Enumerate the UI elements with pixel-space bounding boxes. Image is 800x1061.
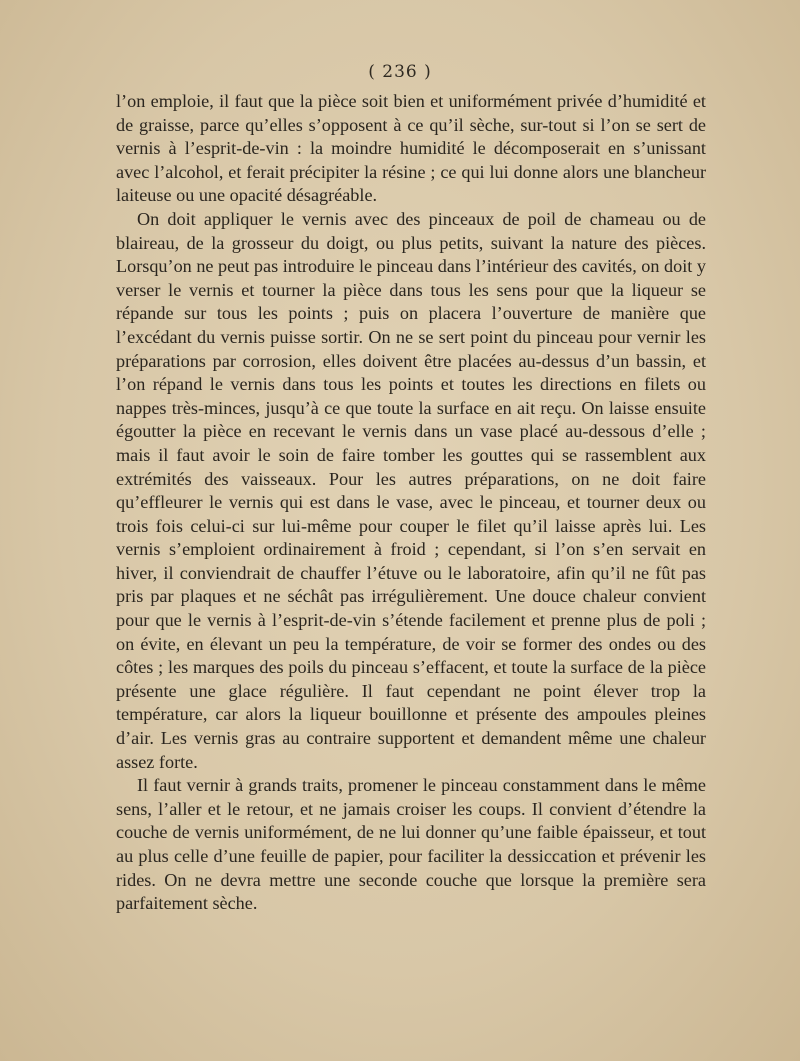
paragraph-continuation: l’on emploie, il faut que la pièce soit bien et uniformément privée d’humidité et de graisse, parce qu’elles s’opposent à ce qu’il sèche, sur-tout si l’on se sert de vernis à l’esprit-de-vin : la moindre humidité le décomposerait en s’unissant avec l’alcohol, et ferait précipiter la résine ; ce qui lui donne alors une blancheur laiteuse ou une opacité désagréable. bbox=[116, 91, 706, 206]
paragraph-brush-technique: Il faut vernir à grands traits, promener le pinceau constamment dans le même sens, l’aller et le retour, et ne jamais croiser les coups. Il convient d’étendre la couche de vernis uniformément, de ne lui donner qu’une faible épaisseur, et tout au plus celle d’une feuille de papier, pour faciliter la dessiccation et prévenir les rides. On ne devra mettre une seconde couche que lorsque la première sera parfaitement sèche. bbox=[116, 775, 706, 914]
paragraph-varnish-application: On doit appliquer le vernis avec des pinceaux de poil de chameau ou de blaireau, de la grosseur du doigt, ou plus petits, suivant la nature des pièces. Lorsqu’on ne peut pas introduire le pinceau dans l’intérieur des cavités, on doit y verser le vernis et tourner la pièce dans tous les sens pour que la liqueur se répande sur tous les points ; puis on placera l’ouverture de manière que l’excédant du vernis puisse sortir. On ne se sert point du pinceau pour vernir les préparations par corrosion, elles doivent être placées au-dessus d’un bassin, et l’on répand le vernis dans tous les points et toutes les directions en filets ou nappes très-minces, jusqu’à ce que toute la surface en ait reçu. On laisse ensuite égoutter la pièce en recevant le vernis dans un vase placé au-dessous d’elle ; mais il faut avoir le soin de faire tomber les gouttes qui se rassemblent aux extrémités des vaisseaux. Pour les autres préparations, on ne doit faire qu’effleurer le vernis qui est dans le vase, avec le pinceau, et tourner deux ou trois fois celui-ci sur lui-même pour couper le filet qu’il laisse après lui. Les vernis s’emploient ordinairement à froid ; cependant, si l’on s’en servait en hiver, il conviendrait de chauffer l’étuve ou le laboratoire, afin qu’il ne fût pas pris par plaques et ne séchât pas irrégulièrement. Une douce chaleur convient pour que le vernis à l’esprit-de-vin s’étende facilement et prenne plus de poli ; on évite, en élevant un peu la température, de voir se former des ondes ou des côtes ; les marques des poils du pinceau s’effacent, et toute la surface de la pièce présente une glace régulière. Il faut cependant ne point élever trop la température, car alors la liqueur bouillonne et présente des ampoules pleines d’air. Les vernis gras au contraire supportent et demandent même une chaleur assez forte. bbox=[116, 208, 706, 772]
body-text bbox=[116, 90, 706, 916]
page-number: ( 236 ) bbox=[368, 62, 432, 82]
